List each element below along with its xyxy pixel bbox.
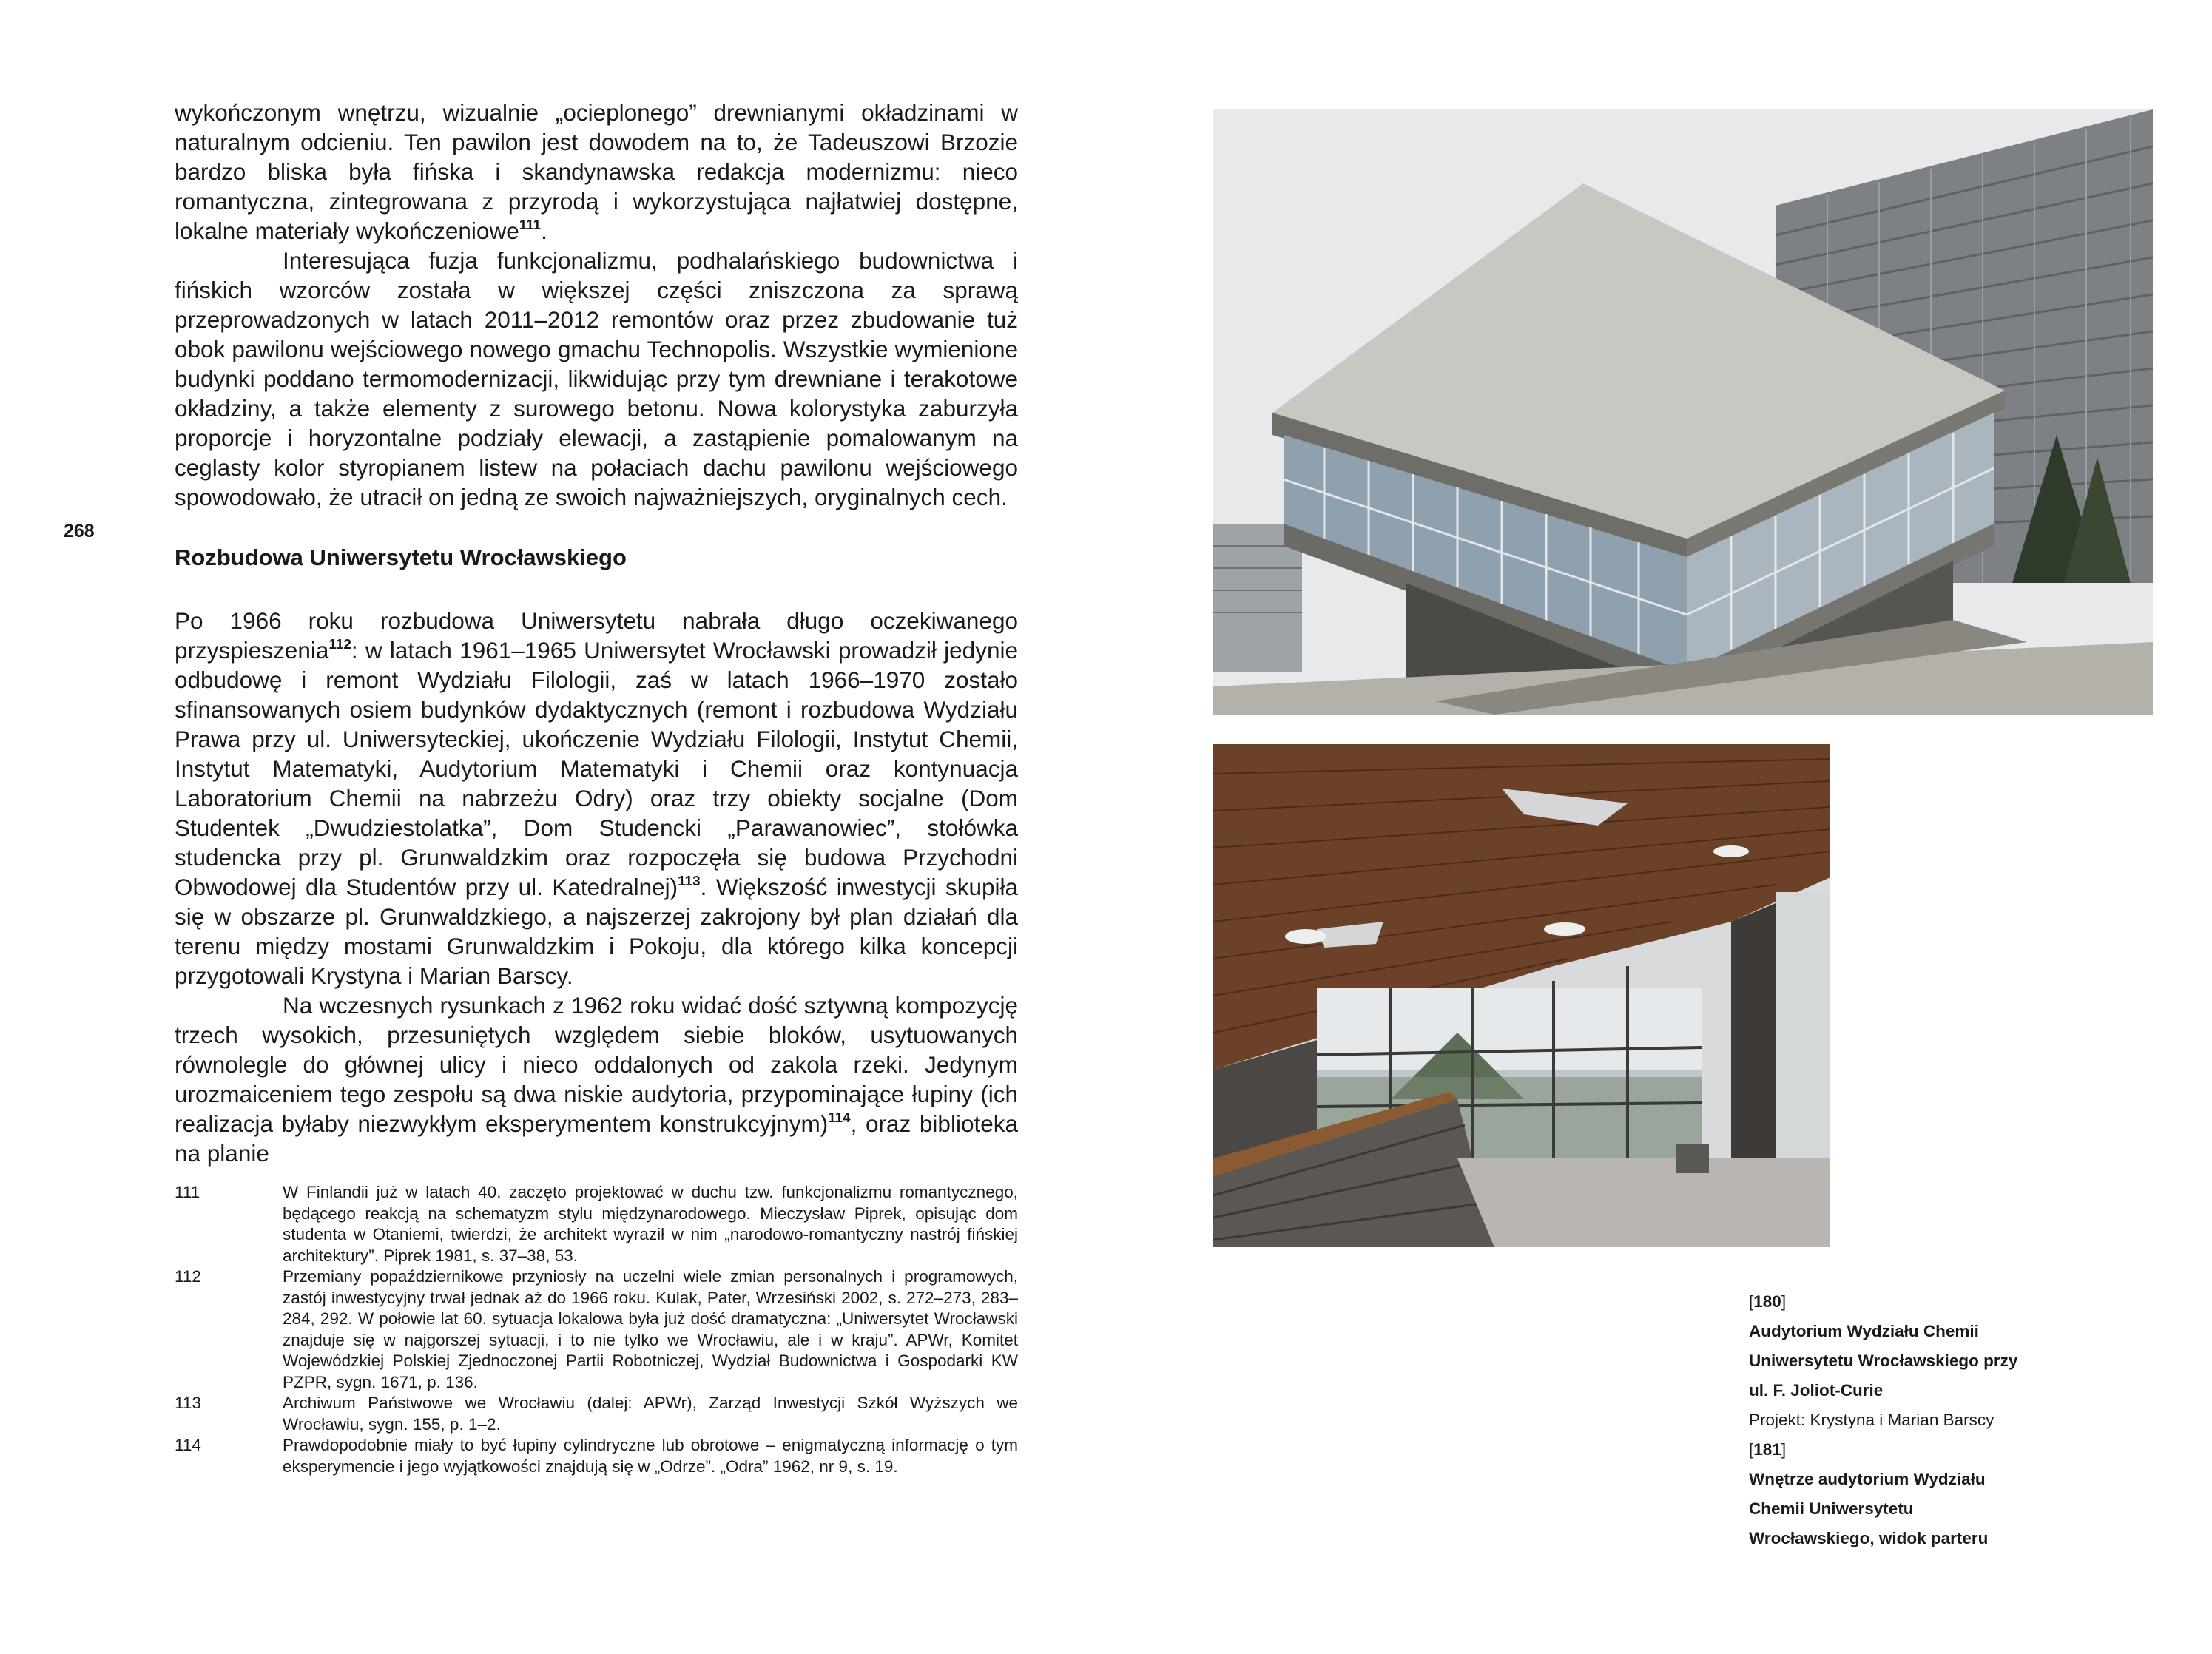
paragraph-text: , oraz biblioteka na planie [175, 1110, 1018, 1167]
footnote [175, 1182, 1018, 1266]
paragraph-text: Po 1966 roku rozbudowa Uniwersytetu nabrała długo oczekiwanego przyspieszenia [175, 607, 1018, 664]
caption-number: [181] [1749, 1440, 1787, 1459]
footnote-ref[interactable]: 112 [328, 636, 351, 652]
body-paragraph [175, 98, 1018, 246]
caption-180 [1749, 1287, 2030, 1435]
footnote-ref[interactable]: 114 [828, 1110, 851, 1126]
caption-title: Audytorium Wydziału Chemii Uniwersytetu Wrocławskiego przy ul. F. Joliot-Curie [1749, 1322, 2018, 1400]
footnote-number: 114 [175, 1436, 201, 1454]
photo-auditorium-exterior [1213, 109, 2153, 715]
footnote-ref[interactable]: 113 [678, 873, 701, 889]
footnote-text: Archiwum Państwowe we Wrocławiu (dalej: APWr), Zarząd Inwestycji Szkół Wyższych we Wrocławiu, sygn. 155, p. 1–2. [283, 1394, 1018, 1434]
body-paragraph: Interesująca fuzja funkcjonalizmu, podhalańskiego budownictwa i fińskich wzorców została w większej części zniszczona za sprawą przeprowadzonych w latach 2011–2012 remontów oraz przez zbudowanie tuż obok pawilonu wejściowego nowego gmachu Technopolis. Wszystkie wymienione budynki poddano termomodernizacji, likwidując przy tym drewniane i terakotowe okładziny, a także elementy z surowego betonu. Nowa kolorystyka zaburzyła proporcje i horyzontalne podziały elewacji, a zastąpienie pomalowanym na ceglasty kolor styropianem listew na połaciach dachu pawilonu wejściowego spowodowało, że utracił on jedną ze swoich najważniejszych, oryginalnych cech. [175, 247, 1018, 510]
photo-auditorium-interior [1213, 744, 1830, 1247]
footnote-number: 113 [175, 1394, 201, 1412]
caption-title: Wnętrze audytorium Wydziału Chemii Uniwersytetu Wrocławskiego, widok parteru [1749, 1470, 1989, 1547]
footnote-text: Prawdopodobnie miały to być łupiny cylindryczne lub obrotowe – enigmatyczną informację o tym eksperymencie i jego wyjątkowości znajdują się w „Odrze”. „Odra” 1962, nr 9, s. 19. [283, 1436, 1018, 1476]
main-text-column [175, 98, 1018, 1168]
body-paragraph [175, 606, 1018, 990]
figure-captions [1749, 1287, 2030, 1553]
caption-number: [180] [1749, 1292, 1787, 1311]
footnote [175, 1435, 1018, 1477]
footnote [175, 1393, 1018, 1435]
footnote-text: W Finlandii już w latach 40. zaczęto projektować w duchu tzw. funkcjonalizmu romantycznego, będącego reakcją na schematyzm stylu międzynarodowego. Mieczysław Piprek, opisując dom studenta w Otaniemi, twierdzi, że architekt wyraził w nim „narodowo-romantyczny nastrój fińskiej architektury”. Piprek 1981, s. 37–38, 53. [283, 1183, 1018, 1265]
section-heading: Rozbudowa Uniwersytetu Wrocławskiego [175, 544, 627, 570]
caption-subtitle: Projekt: Krystyna i Marian Barscy [1749, 1411, 1994, 1429]
caption-number-value: 181 [1753, 1440, 1781, 1459]
paragraph-text: : w latach 1961–1965 Uniwersytet Wrocławski prowadził jedynie odbudowę i remont Wydziału Filologii, zaś w latach 1966–1970 zostało sfinansowanych osiem budynków dydaktycznych (remont i rozbudowa Wydziału Prawa przy ul. Uniwersyteckiej, ukończenie Wydziału Filologii, Instytut Chemii, Instytut Matematyki, Audytorium Matematyki i Chemii oraz kontynuacja Laboratorium Chemii na nabrzeżu Odry) oraz trzy obiekty socjalne (Dom Studentek „Dwudziestolatka”, Dom Studencki „Parawanowiec”, stołówka studencka przy pl. Grunwaldzkim oraz rozpoczęła się budowa Przychodni Obwodowej dla Studentów przy ul. Katedralnej) [175, 637, 1018, 900]
body-paragraph [175, 990, 1018, 1168]
footnote-number: 111 [175, 1183, 200, 1201]
footnote-text: Przemiany popaździernikowe przyniosły na uczelni wiele zmian personalnych i programowych, zastój inwestycyjny trwał jednak aż do 1966 roku. Kulak, Pater, Wrzesiński 2002, s. 272–273, 283–284, 292. W połowie lat 60. sytuacja lokalowa była już dość dramatyczna: „Uniwersytet Wrocławski znajduje się w najgorszej sytuacji, i to nie tylko we Wrocławiu, ale i w kraju”. APWr, Komitet Wojewódzkiej Polskiej Zjednoczonej Partii Robotniczej, Wydział Budownictwa i Gospodarki KW PZPR, sygn. 1671, p. 136. [283, 1267, 1018, 1391]
paragraph-text: . [541, 217, 547, 244]
footnotes [175, 1182, 1018, 1477]
paragraph-text: wykończonym wnętrzu, wizualnie „ocieplonego” drewnianymi okładzinami w naturalnym odcieniu. Ten pawilon jest dowodem na to, że Tadeuszowi Brzozie bardzo bliska była fińska i skandynawska redakcja modernizmu: nieco romantyczna, zintegrowana z przyrodą i wykorzystująca najłatwiej dostępne, lokalne materiały wykończeniowe [175, 99, 1018, 244]
paragraph-text: Na wczesnych rysunkach z 1962 roku widać dość sztywną kompozycję trzech wysokich, przesuniętych względem siebie bloków, usytuowanych równolegle do głównej ulicy i nieco oddalonych od zakola rzeki. Jedynym urozmaiceniem tego zespołu są dwa niskie audytoria, przypominające łupiny (ich realizacja byłaby niezwykłym eksperymentem konstrukcyjnym) [175, 992, 1018, 1137]
caption-number-value: 180 [1753, 1292, 1781, 1311]
caption-181 [1749, 1435, 2030, 1553]
paragraph-text: . Większość inwestycji skupiła się w obszarze pl. Grunwaldzkiego, a najszerzej zakrojony był plan działań dla terenu między mostami Grunwaldzkim i Pokoju, dla którego kilka koncepcji przygotowali Krystyna i Marian Barscy. [175, 874, 1018, 989]
footnote-number: 112 [175, 1267, 201, 1286]
page-number: 268 [64, 521, 95, 541]
footnote-ref[interactable]: 111 [519, 217, 542, 233]
footnote [175, 1266, 1018, 1393]
